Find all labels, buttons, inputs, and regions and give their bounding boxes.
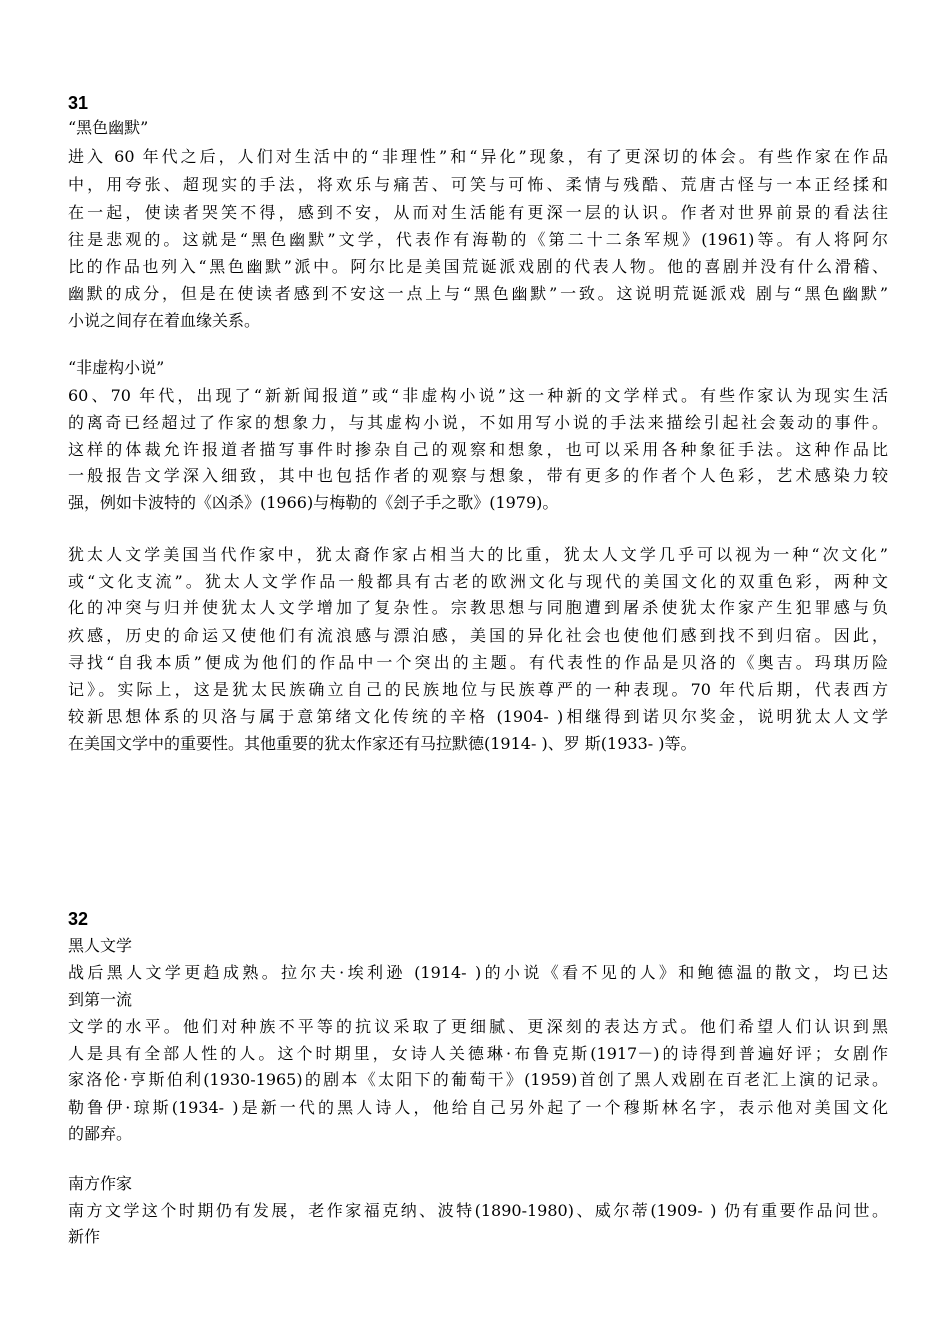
paragraph-line: 中，用夸张、超现实的手法，将欢乐与痛苦、可笑与可怖、柔情与残酷、荒唐古怪与一本正经揉和: [68, 175, 888, 194]
paragraph-line: 南方文学这个时期仍有发展，老作家福克纳、波特(1890-1980)、威尔蒂(1909- ) 仍有重要作品问世。: [68, 1201, 888, 1220]
paragraph-line: 在一起，使读者哭笑不得，感到不安，从而对生活能有更深一层的认识。作者对世界前景的看法往: [68, 203, 888, 222]
paragraph-line: 记》。实际上，这是犹太民族确立自己的民族地位与民族尊严的一种表现。70 年代后期，代表西方: [68, 680, 888, 699]
section-number: 32: [68, 909, 89, 929]
paragraph-line: 新作: [68, 1227, 101, 1246]
section-heading: 黑人文学: [68, 936, 133, 955]
paragraph-line: 勒鲁伊·琼斯(1934- )是新一代的黑人诗人，他给自己另外起了一个穆斯林名字，表示他对美国文化: [68, 1098, 888, 1117]
section-number: 31: [68, 93, 89, 113]
section-heading: 南方作家: [68, 1174, 133, 1193]
paragraph-line: 这样的体裁允许报道者描写事件时掺杂自己的观察和想象，也可以采用各种象征手法。这种作品比: [68, 440, 888, 459]
paragraph-line: 较新思想体系的贝洛与属于意第绪文化传统的辛格 (1904- )相继得到诺贝尔奖金，说明犹太人文学: [68, 707, 888, 726]
paragraph-line: 犹太人文学美国当代作家中，犹太裔作家占相当大的比重，犹太人文学几乎可以视为一种“次文化”: [68, 545, 888, 564]
paragraph-line: 60、70 年代，出现了“新新闻报道”或“非虚构小说”这一种新的文学样式。有些作家认为现实生活: [68, 386, 888, 405]
paragraph-line: 或“文化支流”。犹太人文学作品一般都具有古老的欧洲文化与现代的美国文化的双重色彩，两种文: [68, 572, 888, 591]
paragraph-line: 疚感，历史的命运又使他们有流浪感与漂泊感，美国的异化社会也使他们感到找不到归宿。因此，: [68, 626, 888, 645]
paragraph-line: 的鄙弃。: [68, 1124, 133, 1143]
paragraph-line: 寻找“自我本质”便成为他们的作品中一个突出的主题。有代表性的作品是贝洛的《奥吉。玛琪历险: [68, 653, 888, 672]
paragraph-line: 比的作品也列入“黑色幽默”派中。阿尔比是美国荒诞派戏剧的代表人物。他的喜剧并没有什么滑稽、: [68, 257, 888, 276]
paragraph-line: 家洛伦·亨斯伯利(1930-1965)的剧本《太阳下的葡萄干》(1959)首创了黑人戏剧在百老汇上演的记录。: [68, 1070, 888, 1089]
paragraph-line: 小说之间存在着血缘关系。: [68, 311, 261, 330]
paragraph-line: 一般报告文学深入细致，其中也包括作者的观察与想象，带有更多的作者个人色彩，艺术感染力较: [68, 466, 888, 485]
paragraph-line: 化的冲突与归并使犹太人文学增加了复杂性。宗教思想与同胞遭到屠杀使犹太作家产生犯罪感与负: [68, 598, 888, 617]
paragraph-line: 进入 60 年代之后，人们对生活中的“非理性”和“异化”现象，有了更深切的体会。有些作家在作品: [68, 147, 888, 166]
paragraph-line: 幽默的成分，但是在使读者感到不安这一点上与“黑色幽默”一致。这说明荒诞派戏 剧与“黑色幽默”: [68, 284, 888, 303]
paragraph-line: 文学的水平。他们对种族不平等的抗议采取了更细腻、更深刻的表达方式。他们希望人们认识到黑: [68, 1017, 888, 1036]
paragraph-line: 强，例如卡波特的《凶杀》(1966)与梅勒的《刽子手之歌》(1979)。: [68, 493, 559, 512]
section-heading: “黑色幽默”: [68, 118, 149, 137]
paragraph-line: 往是悲观的。这就是“黑色幽默”文学，代表作有海勒的《第二十二条军规》(1961)等。有人将阿尔: [68, 230, 888, 249]
paragraph-line: 的离奇已经超过了作家的想象力，与其虚构小说，不如用写小说的手法来描绘引起社会轰动的事件。: [68, 413, 888, 432]
paragraph-line: 人是具有全部人性的人。这个时期里，女诗人关德琳·布鲁克斯(1917－)的诗得到普遍好评；女剧作: [68, 1044, 888, 1063]
paragraph-line: 在美国文学中的重要性。其他重要的犹太作家还有马拉默德(1914- )、罗 斯(1933- )等。: [68, 734, 697, 753]
paragraph-line: 战后黑人文学更趋成熟。拉尔夫·埃利逊 (1914- )的小说《看不见的人》和鲍德温的散文，均已达: [68, 963, 888, 982]
paragraph-line: 到第一流: [68, 990, 133, 1009]
section-heading: “非虚构小说”: [68, 358, 165, 377]
